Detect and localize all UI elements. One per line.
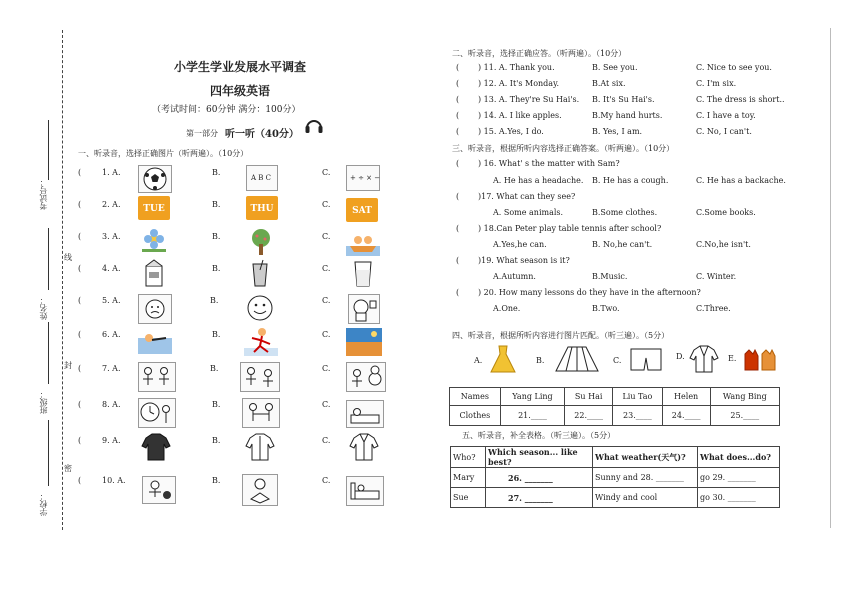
s2-q14: ) 14. A. I like apples. [478,111,562,120]
match-blank-24[interactable]: 24.____ [662,406,710,426]
s2-paren: ( [456,127,460,136]
s3-q17-b: B.Some clothes. [592,208,658,217]
s1-q6-num: 6. A. [102,330,121,339]
calendar-sat-icon [346,198,378,222]
s3-paren: ( [456,192,460,201]
s3-q17-c: C.Some books. [696,208,756,217]
s3-paren: ( [456,256,460,265]
exam-info: （考试时间：60分钟 满分：100分） [152,105,301,115]
s1-q3-c: C. [322,232,331,241]
tree-icon [246,228,276,256]
s4-letter-e: E. [728,354,737,363]
s3-q16-b: B. He has a cough. [592,176,669,185]
exam-number-line [48,120,49,180]
s2-paren: ( [456,63,460,72]
match-blank-25[interactable]: 25.____ [710,406,779,426]
s1-paren: ( [78,364,82,373]
fill-blank-29[interactable]: go 29. _______ [698,468,780,488]
s2-q14-c: C. I have a toy. [696,111,756,120]
s3-q16-c: C. He has a backache. [696,176,786,185]
s1-q9-num: 9. A. [102,436,121,445]
page-subtitle: 四年级英语 [210,84,271,98]
s1-q1-c: C. [322,168,331,177]
s1-paren: ( [78,168,82,177]
seal-char-mi: 密 [64,464,72,473]
s2-q11: ) 11. A. Thank you. [478,63,555,72]
s3-q18-c: C.No,he isn't. [696,240,751,249]
kid-bed-icon [346,476,384,506]
s3-q18-a: A.Yes,he can. [493,240,547,249]
coat-icon [348,432,380,462]
match-header-helen: Helen [662,388,710,406]
section4-title: 四、听录音，根据所听内容进行图片匹配。（听三遍）。（5分） [452,331,670,340]
part-title: 听一听（40分） [225,129,299,140]
s1-q4-b: B. [212,264,221,273]
s2-q12-b: B.At six. [592,79,626,88]
soccer-ball-icon [138,165,172,193]
flower-icon [138,228,170,254]
s2-q15-c: C. No, I can't. [696,127,752,136]
page-right-edge [830,28,831,528]
s1-paren: ( [78,264,82,273]
match-header-names: Names [450,388,501,406]
s3-q18-b: B. No,he can't. [592,240,653,249]
s2-paren: ( [456,111,460,120]
boy-tooth-icon [348,294,380,324]
s1-q5-num: 5. A. [102,296,121,305]
fill-blank-26[interactable]: 26. _______ [486,468,593,488]
s2-q14-b: B.My hand hurts. [592,111,663,120]
name-line [48,228,49,290]
math-symbols-icon [346,165,380,191]
section1-title: 一、听录音，选择正确图片（听两遍）。（10分） [78,149,249,158]
boy-sick-icon [138,294,172,324]
jacket-icon [688,344,720,374]
s1-q9-c: C. [322,436,331,445]
s1-q3-b: B. [212,232,221,241]
s1-paren: ( [78,330,82,339]
shorts-icon [628,346,664,372]
s1-paren: ( [78,296,82,305]
s3-q19-a: A.Autumn. [493,272,536,281]
s4-letter-c: C. [613,356,622,365]
day-tue-label: TUE [143,204,165,214]
beach-icon [346,328,382,356]
gloves-icon [742,346,778,372]
s2-q11-c: C. Nice to see you. [696,63,772,72]
name-label: 姓名： [39,296,48,320]
shirt-icon [244,432,276,462]
clock-kid-icon [138,398,176,428]
school-line [48,420,49,486]
section3-title: 三、听录音，根据所听内容选择正确答案。（听两遍）。（10分） [452,144,675,153]
fill-blank-28[interactable]: Sunny and 28. _______ [593,468,698,488]
s1-q2-c: C. [322,200,331,209]
s4-letter-b: B. [536,356,545,365]
s3-q19-c: C. Winter. [696,272,737,281]
water-glass-icon [350,258,376,288]
math-text: + ÷ × − [350,174,381,182]
s2-q15: ) 15. A.Yes, I do. [478,127,544,136]
seal-char-xian: 线 [64,253,72,262]
exam-number-label: 考试号： [39,178,48,210]
s3-q20: ) 20. How many lessons do they have in the afternoon? [478,288,701,297]
match-table [449,387,780,426]
s3-q17-a: A. Some animals. [493,208,564,217]
s2-q12: ) 12. A. It's Monday. [478,79,560,88]
s3-q19-b: B.Music. [592,272,628,281]
s1-q7-b: B. [210,364,219,373]
s3-q17: )17. What can they see? [478,192,576,201]
match-row-label: Clothes [450,406,501,426]
smiley-face-icon [244,293,276,323]
fill-table [450,446,780,508]
abc-letters-icon [246,165,278,191]
s1-paren: ( [78,476,82,485]
fill-blank-30[interactable]: go 30. _______ [698,488,780,508]
s1-paren: ( [78,200,82,209]
kids-fighting-icon [242,398,280,428]
s4-letter-a: A. [474,356,483,365]
s3-paren: ( [456,159,460,168]
skirt-icon [554,344,600,374]
s1-q1-num: 1. A. [102,168,121,177]
match-blank-21[interactable]: 21.____ [500,406,564,426]
s2-q12-c: C. I'm six. [696,79,737,88]
fill-header-season: Which season... like best? [486,447,593,468]
s3-q20-a: A.One. [493,304,521,313]
fill-row-sue-who: Sue [451,488,486,508]
s1-q10-num: 10. A. [102,476,126,485]
section2-title: 二、听录音，选择正确应答。（听两遍）。（10分） [452,49,627,58]
dress-icon [488,344,518,374]
section5-title: 五、听录音，补全表格。（听三遍）。（5分） [462,431,616,440]
s1-q6-c: C. [322,330,331,339]
match-header-wangbing: Wang Bing [710,388,779,406]
s2-q11-b: B. See you. [592,63,638,72]
s1-paren: ( [78,400,82,409]
headphones-icon [304,116,324,134]
fill-row-sue-weather: Windy and cool [593,488,698,508]
kids-boat-icon [346,228,380,256]
s1-q8-b: B. [212,400,221,409]
s1-q6-b: B. [212,330,221,339]
fill-header-weather: What weather(天气)? [593,447,698,468]
s1-q8-num: 8. A. [102,400,121,409]
s3-q20-c: C.Three. [696,304,731,313]
fill-header-who: Who? [451,447,486,468]
s3-paren: ( [456,224,460,233]
s2-q15-b: B. Yes, I am. [592,127,643,136]
s2-q13-b: B. It's Su Hai's. [592,95,655,104]
s1-q2-num: 2. A. [102,200,121,209]
binding-dashed-line [62,30,63,530]
part-label: 第一部分 [186,129,218,138]
fill-row-mary-who: Mary [451,468,486,488]
s1-q3-num: 3. A. [102,232,121,241]
juice-glass-icon [246,258,274,288]
s1-q1-b: B. [212,168,221,177]
kids-snow-icon [346,362,386,392]
s1-q4-c: C. [322,264,331,273]
match-header-liutao: Liu Tao [613,388,663,406]
s3-paren: ( [456,288,460,297]
page-title: 小学生学业发展水平调查 [174,60,307,74]
class-line [48,322,49,384]
match-blank-22[interactable]: 22.____ [565,406,613,426]
seal-char-feng: 封 [64,361,72,370]
match-header-suhai: Su Hai [565,388,613,406]
s1-paren: ( [78,232,82,241]
s1-q7-num: 7. A. [102,364,121,373]
day-thu-label: THU [250,204,274,214]
s2-q13-c: C. The dress is short.. [696,95,785,104]
s3-q16: ) 16. What' s the matter with Sam? [478,159,620,168]
s1-q10-c: C. [322,476,331,485]
s3-q20-b: B.Two. [592,304,620,313]
kid-ball-icon [142,476,176,504]
s3-q18: ) 18.Can Peter play table tennis after school? [478,224,662,233]
s1-q5-c: C. [322,296,331,305]
s1-q10-b: B. [212,476,221,485]
s4-letter-d: D. [676,352,685,361]
milk-carton-icon [140,258,168,288]
school-label: 学校： [39,492,48,516]
day-sat-label: SAT [352,206,372,216]
fill-header-do: What does...do? [698,447,780,468]
s3-q16-a: A. He has a headache. [493,176,584,185]
s1-paren: ( [78,436,82,445]
s3-q19: )19. What season is it? [478,256,570,265]
s2-paren: ( [456,95,460,104]
calendar-tue-icon [138,196,170,220]
s1-q8-c: C. [322,400,331,409]
swimming-icon [138,328,172,354]
class-label: 班级： [39,390,48,414]
black-jacket-icon [140,432,172,462]
kid-reading-icon [242,474,278,506]
s1-q5-b: B. [210,296,219,305]
s2-q13: ) 13. A. They're Su Hai's. [478,95,580,104]
fill-blank-27[interactable]: 27. _______ [486,488,593,508]
match-header-yangling: Yang Ling [500,388,564,406]
kids-chores-icon [240,362,280,392]
s1-q4-num: 4. A. [102,264,121,273]
s1-q7-c: C. [322,364,331,373]
skating-icon [244,326,278,356]
s2-paren: ( [456,79,460,88]
s1-q9-b: B. [212,436,221,445]
kids-playing-icon [138,362,176,392]
calendar-thu-icon [246,196,278,220]
boy-sleeping-icon [346,400,384,428]
s1-q2-b: B. [212,200,221,209]
abc-text: A B C [251,174,272,182]
match-blank-23[interactable]: 23.____ [613,406,663,426]
